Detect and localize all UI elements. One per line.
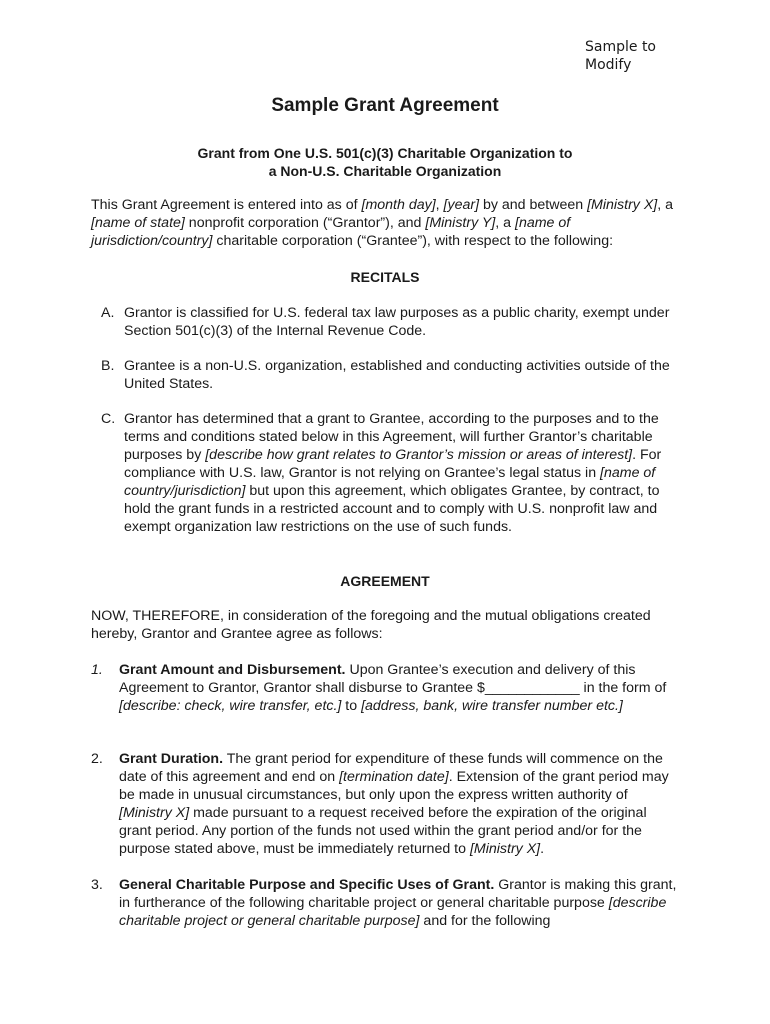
clause-text-part: . — [540, 841, 545, 857]
recital-text-part: Grantor has determined that a grant to Grantee, according to the purposes and to the terms and conditions stated below in this Agreement, will further Grantor’s charitable purposes by — [124, 411, 659, 463]
subtitle-line1: Grant from One U.S. 501(c)(3) Charitable Organization to — [197, 145, 573, 161]
placeholder-year: [year] — [443, 197, 480, 213]
agreement-heading: AGREEMENT — [340, 573, 430, 589]
placeholder-ministry-x: [Ministry X] — [587, 197, 658, 213]
agreement-intro: NOW, THEREFORE, in consideration of the foregoing and the mutual obligations created hereby, Grantor and Grantee agree as follows: — [91, 608, 651, 642]
clause-number: 2. — [91, 751, 103, 767]
clause-number: 1. — [91, 662, 103, 678]
clause-heading: Grant Duration. — [119, 751, 224, 767]
clause-text-part: . Extension of the grant period may be made in unusual circumstances, but only upon the express written authority of — [119, 769, 669, 803]
header-note-line1: Sample to — [585, 39, 656, 55]
recitals-heading: RECITALS — [350, 269, 420, 285]
recital-marker: B. — [101, 358, 115, 374]
placeholder-charitable-project: [describe charitable project or general charitable purpose] — [119, 895, 667, 929]
clause-number: 3. — [91, 877, 103, 893]
clause-text — [119, 750, 681, 858]
placeholder-bank-details: [address, bank, wire transfer number etc.] — [361, 698, 623, 714]
recital-marker: A. — [101, 305, 115, 321]
intro-text: This Grant Agreement is entered into as of — [91, 197, 362, 213]
recital-text: Grantor is classified for U.S. federal tax law purposes as a public charity, exempt under Section 501(c)(3) of the Internal Revenue Code. — [124, 305, 670, 339]
clause-text — [119, 876, 681, 930]
recital-text — [124, 410, 684, 536]
header-note — [585, 38, 705, 73]
clause-text-part: to — [341, 698, 362, 714]
placeholder-ministry-x: [Ministry X] — [469, 841, 541, 857]
intro-paragraph — [91, 196, 681, 250]
clause-heading: General Charitable Purpose and Specific Uses of Grant. — [119, 877, 495, 893]
placeholder-grant-relation: [describe how grant relates to Grantor’s mission or areas of interest] — [205, 447, 633, 463]
subtitle-line2: a Non-U.S. Charitable Organization — [268, 163, 502, 179]
placeholder-jurisdiction-country: [name of jurisdiction/country] — [91, 215, 571, 249]
recital-text-part: but upon this agreement, which obligates Grantee, by contract, to hold the grant funds in a restricted account and to comply with U.S. nonprofit law and exempt organization law restrictions on the use of such funds. — [124, 483, 660, 535]
intro-text: , a — [657, 197, 674, 213]
placeholder-country-jurisdiction: [name of country/jurisdiction] — [124, 465, 656, 499]
intro-text: nonprofit corporation (“Grantor”), and — [184, 215, 426, 231]
clause-text-part: made pursuant to a request received before the expiration of the original grant period. Any portion of the funds not used within the grant period and/or for the purpose stated above, must be immediately returned to — [119, 805, 647, 857]
recital-text-part: . For compliance with U.S. law, Grantor is not relying on Grantee’s legal status in — [124, 447, 662, 481]
clause-text-part: Grantor is making this grant, in furtherance of the following charitable project or general charitable purpose — [119, 877, 677, 911]
intro-text: charitable corporation (“Grantee”), with respect to the following: — [212, 233, 614, 249]
intro-text: by and between — [479, 197, 588, 213]
intro-text: , — [435, 197, 444, 213]
document-subtitle — [0, 144, 770, 180]
clause-text-part: The grant period for expenditure of these funds will commence on the date of this agreement and end on — [119, 751, 663, 785]
intro-text: , a — [495, 215, 515, 231]
clause-text — [119, 661, 681, 715]
recital-marker: C. — [101, 411, 116, 427]
recital-text: Grantee is a non-U.S. organization, established and conducting activities outside of the United States. — [124, 358, 670, 392]
placeholder-termination-date: [termination date] — [339, 769, 449, 785]
clause-text-part: Upon Grantee’s execution and delivery of this Agreement to Grantor, Grantor shall disburse to Grantee $____________ in the form of — [119, 662, 667, 696]
header-note-line2: Modify — [585, 57, 632, 73]
placeholder-month-day: [month day] — [361, 197, 436, 213]
clause-heading: Grant Amount and Disbursement. — [119, 662, 346, 678]
clause-text-part: and for the following — [419, 913, 551, 929]
placeholder-ministry-x: [Ministry X] — [119, 805, 190, 821]
document-title: Sample Grant Agreement — [271, 95, 499, 116]
placeholder-disbursement-form: [describe: check, wire transfer, etc.] — [119, 698, 342, 714]
placeholder-name-of-state: [name of state] — [91, 215, 185, 231]
placeholder-ministry-y: [Ministry Y] — [425, 215, 496, 231]
